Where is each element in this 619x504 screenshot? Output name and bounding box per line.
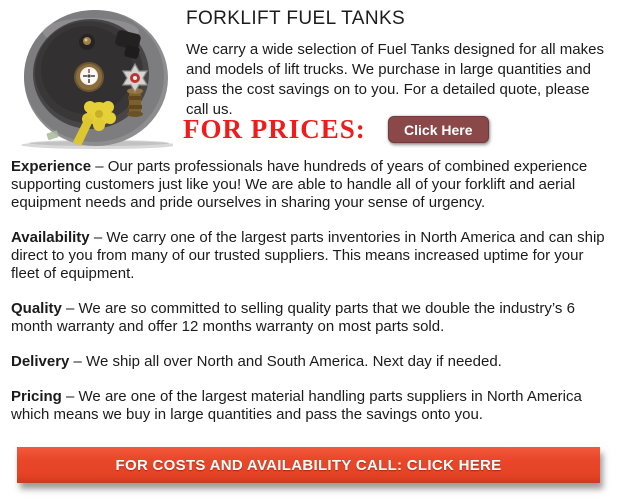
feature-label: Quality [11,300,62,317]
feature-text: – We are one of the largest material handling parts suppliers in North America which means we buy in large quantities and pass the savings onto you. [11,388,582,423]
header-block [186,8,614,120]
feature-text: – We carry one of the largest parts inventories in North America and can ship direct to you from many of our trusted suppliers. This means increased uptime for your fleet of equipment. [11,229,605,282]
click-here-button[interactable]: Click Here [388,116,489,143]
banner-label: FOR COSTS AND AVAILABILITY CALL: CLICK HERE [115,456,502,474]
intro-text: We carry a wide selection of Fuel Tanks designed for all makes and models of lift trucks. We purchase in large quantities and pass the cost savings on to you. For a detailed quote, please call us. [186,41,604,118]
feature-availability [11,229,611,283]
feature-experience [11,158,611,212]
feature-delivery [11,353,611,371]
feature-pricing [11,388,611,424]
page-title: FORKLIFT FUEL TANKS [186,8,406,29]
fuel-tank-illustration [13,6,173,150]
price-row [183,114,613,145]
footer-cta-banner[interactable] [17,447,600,483]
feature-text: – We are so committed to selling quality parts that we double the industry’s 6 month warranty and offer 12 months warranty on most parts sold. [11,300,575,335]
feature-label: Delivery [11,353,70,370]
features-list [11,158,611,441]
fuel-tank-photo [13,6,173,150]
feature-text: – Our parts professionals have hundreds of years of combined experience supporting customers just like you! We are able to handle all of your forklift and aerial equipment needs and pride ourselves in sharing your sense of urgency. [11,158,588,211]
feature-label: Pricing [11,388,62,405]
feature-label: Experience [11,158,92,175]
feature-text: – We ship all over North and South America. Next day if needed. [73,353,502,370]
feature-quality [11,300,611,336]
for-prices-label: FOR PRICES: [183,114,366,144]
feature-label: Availability [11,229,90,246]
